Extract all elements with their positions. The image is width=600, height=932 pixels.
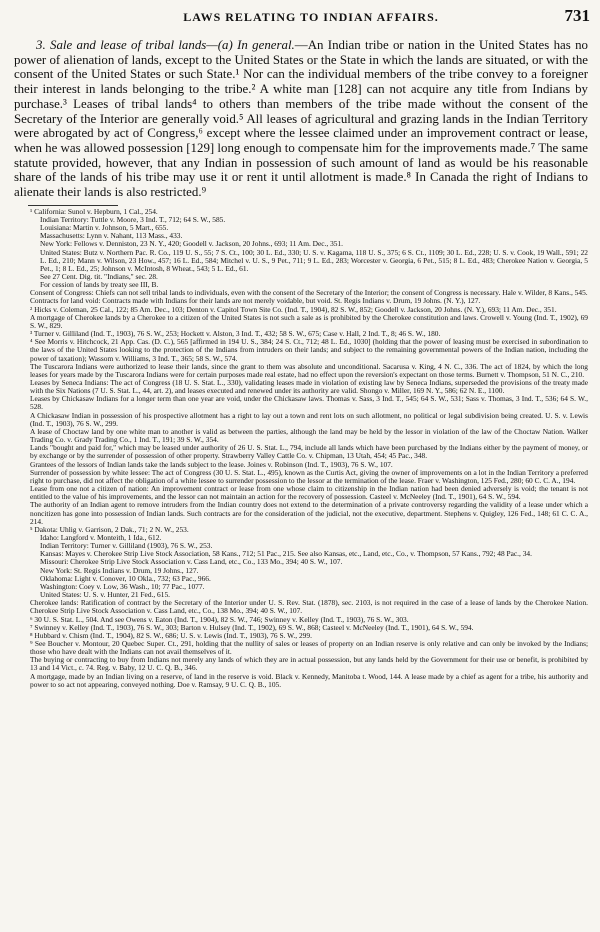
footnote: Leases by Chickasaw Indians for a longer term than one year are void, under the Chickasaw laws. Thomas v. Sass, 3 Ind. T., 545; 64 S. W., 531; Sass v. Thomas, 3 Ind. T., 536; 64 S. W., 528. <box>30 394 588 412</box>
footnote: The Tuscarora Indians were authorized to lease their lands, since the grant to them was absolute and unconditional. Sacarusa v. King, 4 N. C., 336. The act of 1824, by which the long leases for years made by the Tuscarora Indians were for certain purposes made real estate, had no effect upon the reversion's expectant on those terms. Burnett v. Thompson, 51 N. C., 210. <box>30 361 588 379</box>
footnote: The buying or contracting to buy from Indians not merely any lands of which they are in actual possession, but any lands held by the Government for their use or benefit, is prohibited by 13 and 14 Vict., c. 74. Reg. v. Baby, 12 U. C. Q. B., 346. <box>30 655 588 673</box>
footnote: A mortgage of Cherokee lands by a Cherokee to a citizen of the United States is not such a sale as is prohibited by the Cherokee constitution and laws. Crowell v. Young (Ind. T., 1902), 69 S. W., 829. <box>30 312 588 330</box>
footnote: Massachusetts: Lynn v. Nahant, 113 Mass., 433. <box>40 231 183 241</box>
footnote: New York: Fellows v. Denniston, 23 N. Y., 420; Goodell v. Jackson, 20 Johns., 693; 11 Am. Dec., 351. <box>40 239 344 249</box>
footnote: Oklahoma: Light v. Conover, 10 Okla., 732; 63 Pac., 966. <box>40 573 211 583</box>
paragraph-text: —An Indian tribe or nation in the United States has no power of alienation of lands, except to the United States or the State in which the lands are situated, or with the consent of the United States or such State.¹ Nor can the individual members of the tribe convey to a foreigner their interest in lands belonging to the tribe.² A white man [128] can not acquire any title from Indians by purchase.³ Leases of tribal lands⁴ to others than members of the tribe made without the consent of the Secretary of the Interior are generally void.⁵ All leases of agricultural and grazing lands in the Indian Territory were abrogated by act of Congress,⁶ except where the lessee claimed under an improvement contract or lease, when he was allowed possession [129] long enough to compensate him for the improvements made.⁷ The same statute provided, however, that any Indian in possession of such amount of land as would be his reasonable share of the lands of his tribe may use it or rent it until allotment is made.⁸ In Canada the right of Indians to alienate their lands is also restricted.⁹ <box>14 38 588 200</box>
footnote: Consent of Congress: Chiefs can not sell tribal lands to individuals, even with the consent of the Secretary of the Interior; the consent of Congress is necessary. Hale v. Wilder, 8 Kans., 545. <box>30 288 588 298</box>
footnote: ² Hicks v. Coleman, 25 Cal., 122; 85 Am. Dec., 103; Denton v. Capitol Town Site Co. (Ind. T., 1904), 82 S. W., 852; Goodell v. Jackson, 20 Johns. (N. Y.), 693; 11 Am. Dec., 351. <box>30 304 557 314</box>
footnote: The authority of an Indian agent to remove intruders from the Indian country does not extend to the determination of a private controversy regarding the validity of a lease under which a noncitizen has gone into possession of Indian lands. Such contracts are for the consideration of the judicial, not the executive, department. Stephens v. Quigley, 126 Fed., 148; 61 C. C. A., 214. <box>30 500 588 526</box>
footnote: United States: Butz v. Northern Pac. R. Co., 119 U. S., 55; 7 S. Ct., 100; 30 L. Ed., 330; U. S. v. Kagama, 118 U. S., 375; 6 S. Ct., 1109; 30 L. Ed., 228; U. S. v. Cook, 19 Wall., 591; 22 L. Ed., 210; Mann v. Wilson, 23 How., 457; 16 L. Ed., 584; Mitchel v. U. S., 9 Pet., 711; 9 L. Ed., 283; Worcester v. Georgia, 6 Pet., 515; 8 L. Ed., 483; Cherokee Nation v. Georgia, 5 Pet., 1; 8 L. Ed., 25; Johnson v. McIntosh, 8 Wheat., 543; 5 L. Ed., 61. <box>40 247 588 273</box>
footnote: Surrender of possession by white lessee: The act of Congress (30 U. S. Stat. L., 495), known as the Curtis Act, giving the owner of improvements on a lot in the Indian Territory a preferred right to purchase, did not affect the obligation of a white lessee to surrender possession to the lessor at the termination of the lease. Fraer v. Washington, 125 Fed., 280; 60 C. C. A., 194. <box>30 467 588 485</box>
footnote-rule <box>28 205 118 206</box>
section-heading: 3. Sale and lease of tribal lands—(a) In general. <box>36 38 295 52</box>
running-title: LAWS RELATING TO INDIAN AFFAIRS. <box>183 10 439 24</box>
footnote: ⁷ Swinney v. Kelley (Ind. T., 1903), 76 S. W., 303; Barton v. Hulsey (Ind. T., 1902), 69 S. W., 868; Casteel v. McNeeley (Ind. T., 1901), 64 S. W., 594. <box>30 622 474 632</box>
footnote: New York: St. Regis Indians v. Drum, 19 Johns., 127. <box>40 565 199 575</box>
footnote: ⁴ See Morris v. Hitchcock, 21 App. Cas. (D. C.), 565 [affirmed in 194 U. S., 384; 24 S. Ct., 712; 48 L. Ed., 1030] (holding that the power of leasing must be exercised in subordination to the laws of the United States looking to the protection of the Indians from intruders on their lands; and subject to the remaining governmental powers of the Indian nation, including the power of taxation); Wassom v. Williams, 3 Ind. T., 365; 58 S. W., 574. <box>30 337 588 363</box>
footnote: Missouri: Cherokee Strip Live Stock Association v. Cass Land, etc., Co., 133 Mo., 394; 40 S. W., 107. <box>40 557 343 567</box>
footnote: Louisiana: Martin v. Johnson, 5 Mart., 655. <box>40 223 169 233</box>
footnote: Lands "bought and paid for," which may be leased under authority of 26 U. S. Stat. L., 794, include all lands which have been purchased by the Indians either by the payment of money, or by exchange or by the surrender of possession of other property. Strawberry Valley Cattle Co. v. Chipman, 13 Utah, 454; 45 Pac., 348. <box>30 443 588 461</box>
footnote: Leases by Seneca Indians: The act of Congress (18 U. S. Stat. L., 330), validating leases made in violation of existing law by Seneca Indians, superseded the provisions of the treaty made with the Six Nations (7 U. S. Stat. L., 44, art. 2), and leases executed and renewed under its authority are valid. Shongo v. Miller, 169 N. Y., 586; 62 N. E., 1100. <box>30 378 588 396</box>
footnote: Indian Territory: Tuttle v. Moore, 3 Ind. T., 712; 64 S. W., 585. <box>40 214 226 224</box>
footnote: Kansas: Mayes v. Cherokee Strip Live Stock Association, 58 Kans., 712; 51 Pac., 215. See also Kansas, etc., Land, etc., Co., v. Thompson, 57 Kans., 792; 48 Pac., 34. <box>40 549 532 559</box>
footnote: Indian Territory: Turner v. Gilliland (1903), 76 S. W., 253. <box>40 541 213 551</box>
footnote: Washington: Coey v. Low, 36 Wash., 10; 77 Pac., 1077. <box>40 581 205 591</box>
footnote: Contracts for land void: Contracts made with Indians for their lands are not merely voidable, but void. St. Regis Indians v. Drum, 19 Johns. (N. Y.), 127. <box>30 296 481 306</box>
footnote: A Chickasaw Indian in possession of his prospective allotment has a right to lay out a town and rent lots on such allotment, no political or legal subdivision being created. U. S. v. Lewis (Ind. T., 1903), 76 S. W., 299. <box>30 410 588 428</box>
footnote: A mortgage, made by an Indian living on a reserve, of land in the reserve is void. Black v. Kennedy, Manitoba t. Wood, 144. A lease made by a chief as agent for a tribe, his authority and power to so act not appearing, conveyed nothing. Doe v. Ramsay, 9 U. C. Q. B., 105. <box>30 671 588 689</box>
main-paragraph <box>14 38 588 200</box>
footnote: ⁵ Dakota: Uhlig v. Garrison, 2 Dak., 71; 2 N. W., 253. <box>30 524 189 534</box>
footnote: Grantees of the lessors of Indian lands take the lands subject to the lease. Joines v. Robinson (Ind. T., 1903), 76 S. W., 107. <box>30 459 393 469</box>
footnotes <box>14 208 588 689</box>
footnote: ¹ California: Sunol v. Hepburn, 1 Cal., 254. <box>30 206 158 216</box>
footnote: ⁸ Hubbard v. Chism (Ind. T., 1904), 82 S. W., 686; U. S. v. Lewis (Ind. T., 1903), 76 S. W., 299. <box>30 630 312 640</box>
page-number: 731 <box>564 6 590 25</box>
footnote: A lease of Choctaw land by one white man to another is valid as between the parties, although the land may be held by the lessor in violation of the law of the Choctaw Nation. Walker Trading Co. v. Grady Trading Co., 1 Ind. T., 191; 39 S. W., 354. <box>30 426 588 445</box>
page-header <box>12 6 590 30</box>
footnote: Lease from one not a citizen of nation: An improvement contract or lease from one whose claim to citizenship in the Indian nation had been denied adversely is void; the tenant is not entitled to the value of his improvements, and the lessor can not maintain an action for the recovery of possession. Casteel v. McNeeley (Ind. T., 1901), 64 S. W., 594. <box>30 484 588 502</box>
footnote: ⁶ 30 U. S. Stat. L., 504. And see Owens v. Eaton (Ind. T., 1904), 82 S. W., 746; Swinney v. Kelley (Ind. T., 1903), 76 S. W., 303. <box>30 614 409 624</box>
footnote: For cession of lands by treaty see III, B. <box>40 280 159 290</box>
footnote: Idaho: Langford v. Monteith, 1 Ida., 612. <box>40 532 162 542</box>
footnote: United States: U. S. v. Hunter, 21 Fed., 615. <box>40 590 170 600</box>
footnote: ⁹ See Boucher v. Montour, 20 Quebec Super. Ct., 291, holding that the nullity of sales or leases of property on an Indian reserve is only relative and can only be invoked by the Indians; those who have dealt with the Indians can not avail themselves of it. <box>30 639 588 657</box>
footnote: See 27 Cent. Dig. tit. "Indians," sec. 28. <box>40 271 158 281</box>
footnote: ³ Turner v. Gilliland (Ind. T., 1903), 76 S. W., 253; Hockett v. Alston, 3 Ind. T., 432; 58 S. W., 675; Case v. Hall, 2 Ind. T., 8; 46 S. W., 180. <box>30 329 441 339</box>
footnote: Cherokee lands: Ratification of contract by the Secretary of the Interior under U. S. Rev. Stat. (1878), sec. 2103, is not required in the case of a lease of lands by the Cherokee Nation. Cherokee Strip Live Stock Association v. Cass Land, etc., Co., 138 Mo., 394; 40 S. W., 107. <box>30 598 588 616</box>
